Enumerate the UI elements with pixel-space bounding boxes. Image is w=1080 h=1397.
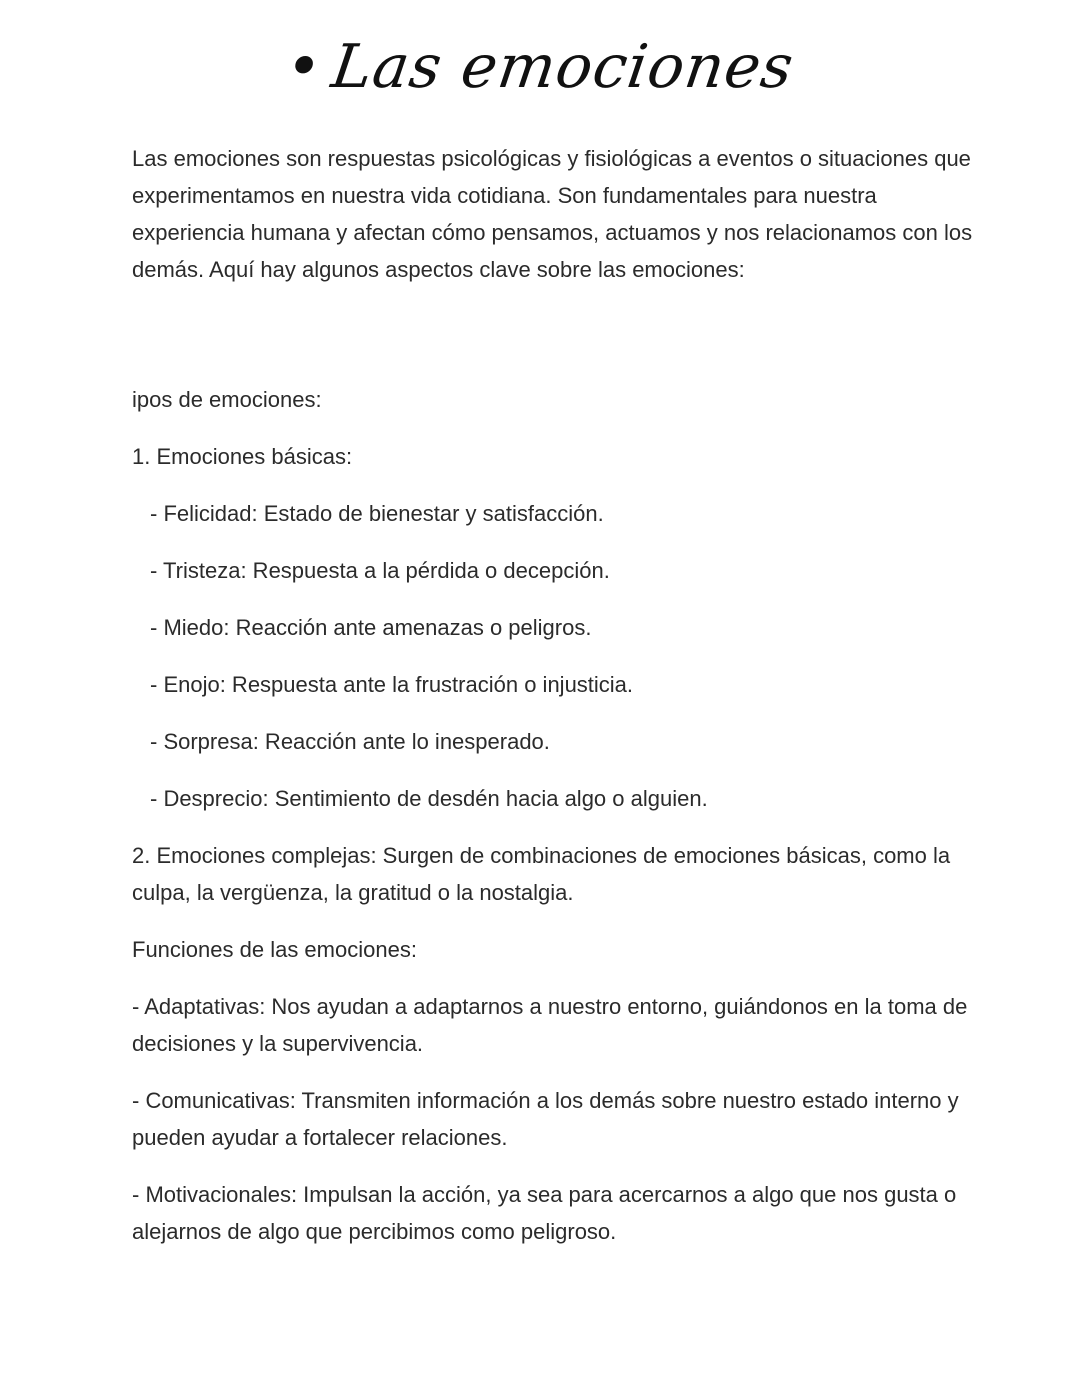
list-item: - Miedo: Reacción ante amenazas o peligros. — [150, 615, 592, 640]
list-item: - Felicidad: Estado de bienestar y satisfacción. — [150, 501, 604, 526]
function-adaptive: - Adaptativas: Nos ayudan a adaptarnos a nuestro entorno, guiándonos en la toma de decisiones y la supervivencia. — [132, 994, 968, 1056]
function-communicative: - Comunicativas: Transmiten información a los demás sobre nuestro estado interno y pueden ayudar a fortalecer relaciones. — [132, 1088, 959, 1150]
title-block — [0, 32, 1080, 102]
page-title — [281, 32, 798, 102]
list-item: - Tristeza: Respuesta a la pérdida o decepción. — [150, 558, 610, 583]
list-item: - Enojo: Respuesta ante la frustración o injusticia. — [150, 672, 634, 697]
types-heading: ipos de emociones: — [132, 387, 322, 412]
intro-paragraph: Las emociones son respuestas psicológicas y fisiológicas a eventos o situaciones que experimentamos en nuestra vida cotidiana. Son fundamentales para nuestra experiencia humana y afectan cómo pensamos, actuamos y nos relacionamos con los demás. Aquí hay algunos aspectos clave sobre las emociones: — [132, 146, 973, 282]
function-motivational: - Motivacionales: Impulsan la acción, ya sea para acercarnos a algo que nos gusta o alejarnos de algo que percibimos como peligroso. — [132, 1182, 957, 1244]
complex-emotions-paragraph: 2. Emociones complejas: Surgen de combinaciones de emociones básicas, como la culpa, la vergüenza, la gratitud o la nostalgia. — [132, 843, 951, 905]
basic-emotions-list — [132, 495, 992, 817]
basic-emotions-heading: 1. Emociones básicas: — [132, 444, 353, 469]
list-item: - Sorpresa: Reacción ante lo inesperado. — [150, 729, 550, 754]
document-body — [132, 140, 992, 1250]
title-text: Las emociones — [327, 32, 799, 102]
list-item: - Desprecio: Sentimiento de desdén hacia algo o alguien. — [150, 786, 708, 811]
title-bullet: • — [281, 32, 328, 102]
functions-heading: Funciones de las emociones: — [132, 937, 417, 962]
